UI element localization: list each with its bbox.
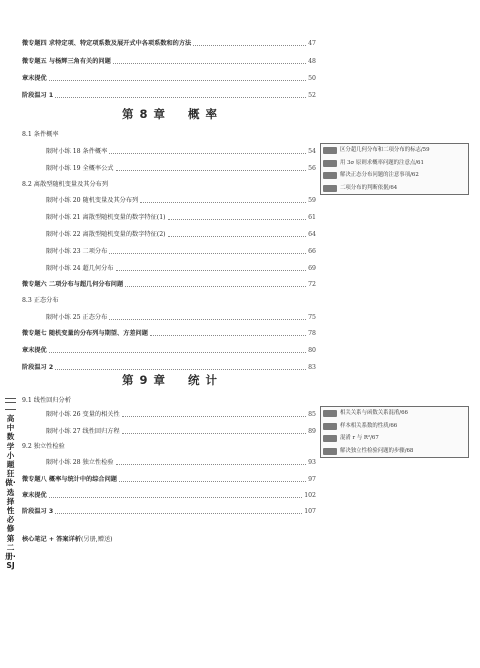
chapter-8-name: 概 率 [188,107,219,121]
dot-leader [119,481,306,482]
dot-leader [49,352,306,353]
section-9-2: 9.2 独立性检验 [22,443,65,450]
chapter-8-tips-box [320,143,469,195]
dot-leader [168,219,307,220]
toc-line-exercise-21[interactable]: 限时小练 21 离散型随机变量的数字特征(1) 61 [46,214,316,221]
chapter-9-heading [0,372,340,388]
tip-item: 解决正态分布问题的注意事项/62 [321,169,468,182]
chapter-8-heading [0,106,340,122]
toc-line-micro-topic-6[interactable]: 微专题六 二项分布与超几何分布问题 72 [22,281,316,288]
tip-tag-icon [323,435,337,442]
dot-leader [193,45,306,46]
dot-leader [55,369,306,370]
dot-leader [109,153,306,154]
toc-line-stage-review-3[interactable]: 阶段温习 3 107 [22,508,316,515]
dot-leader [116,270,307,271]
chapter-9-number: 第 9 章 [121,373,166,387]
dot-leader [109,253,306,254]
dot-leader [122,433,306,434]
toc-line-exercise-22[interactable]: 限时小练 22 离散型随机变量的数字特征(2) 64 [46,231,316,238]
toc-line-chapter-9-review[interactable]: 章末提优 102 [22,492,316,499]
tip-tag-icon [323,185,337,192]
section-8-3: 8.3 正态分布 [22,297,59,304]
tip-item: 解决独立性检验问题的步骤/68 [321,445,468,458]
section-8-2: 8.2 离散型随机变量及其分布列 [22,181,109,188]
supplement-note-main: 核心笔记 + 答案详析 [22,536,81,543]
tip-tag-icon [323,160,337,167]
spine-title: 高中数学 小题狂做·选择性必修第二册·SJ [5,414,16,571]
toc-line-exercise-20[interactable]: 限时小练 20 随机变量及其分布列 59 [46,197,316,204]
dot-leader [109,319,306,320]
dot-leader [168,236,307,237]
dot-leader [49,80,306,81]
supplement-note-paren: (另册,赠送) [81,536,113,543]
toc-line-exercise-24[interactable]: 限时小练 24 超几何分布 69 [46,265,316,272]
tip-item: 二项分布的判断依据/64 [321,182,468,195]
toc-line-micro-topic-7[interactable]: 微专题七 随机变量的分布列与期望、方差问题 78 [22,330,316,337]
toc-line-exercise-23[interactable]: 限时小练 23 二项分布 66 [46,248,316,255]
dot-leader [150,335,306,336]
dot-leader [125,286,306,287]
tip-item: 区分超几何分布和二项分布的标志/59 [321,144,468,157]
tip-item: 用 3σ 原则求概率问题的注意点/61 [321,157,468,170]
toc-line-micro-topic-4[interactable]: 微专题四 求特定项、特定项系数及展开式中各项系数和的方法 47 [22,40,316,47]
dot-leader [55,97,306,98]
tip-tag-icon [323,172,337,179]
dot-leader [55,513,302,514]
tip-tag-icon [323,410,337,417]
chapter-8-number: 第 8 章 [121,107,166,121]
toc-line-exercise-27[interactable]: 限时小练 27 线性回归方程 89 [46,428,316,435]
dot-leader [113,63,306,64]
section-8-1: 8.1 条件概率 [22,131,59,138]
dot-leader [140,202,306,203]
dot-leader [116,170,307,171]
tip-item: 相关关系与函数关系混淆/66 [321,407,468,420]
toc-line-exercise-28[interactable]: 限时小练 28 独立性检验 93 [46,459,316,466]
toc-line-exercise-19[interactable]: 限时小练 19 全概率公式 56 [46,165,316,172]
tip-item: 样本相关系数的性质/66 [321,420,468,433]
toc-line-stage-review-2[interactable]: 阶段温习 2 83 [22,364,316,371]
book-spine-label [4,398,17,584]
tip-tag-icon [323,147,337,154]
section-9-1: 9.1 线性回归分析 [22,397,71,404]
toc-line-chapter-review[interactable]: 章末提优 50 [22,75,316,82]
spine-bar-decoration [5,402,16,406]
toc-line-exercise-25[interactable]: 限时小练 25 正态分布 75 [46,314,316,321]
toc-line-micro-topic-8[interactable]: 微专题八 概率与统计中的综合问题 97 [22,476,316,483]
toc-line-chapter-8-review[interactable]: 章末提优 80 [22,347,316,354]
supplement-note [22,534,113,543]
chapter-9-tips-box [320,406,469,458]
tip-item: 混淆 r 与 R²/67 [321,432,468,445]
toc-line-stage-review-1[interactable]: 阶段温习 1 52 [22,92,316,99]
dot-leader [122,416,306,417]
toc-line-exercise-18[interactable]: 限时小练 18 条件概率 54 [46,148,316,155]
toc-line-micro-topic-5[interactable]: 微专题五 与杨辉三角有关的问题 48 [22,58,316,65]
tip-tag-icon [323,423,337,430]
dot-leader [116,464,307,465]
chapter-9-name: 统 计 [188,373,219,387]
dot-leader [49,497,302,498]
tip-tag-icon [323,448,337,455]
toc-line-exercise-26[interactable]: 限时小练 26 变量的相关性 85 [46,411,316,418]
